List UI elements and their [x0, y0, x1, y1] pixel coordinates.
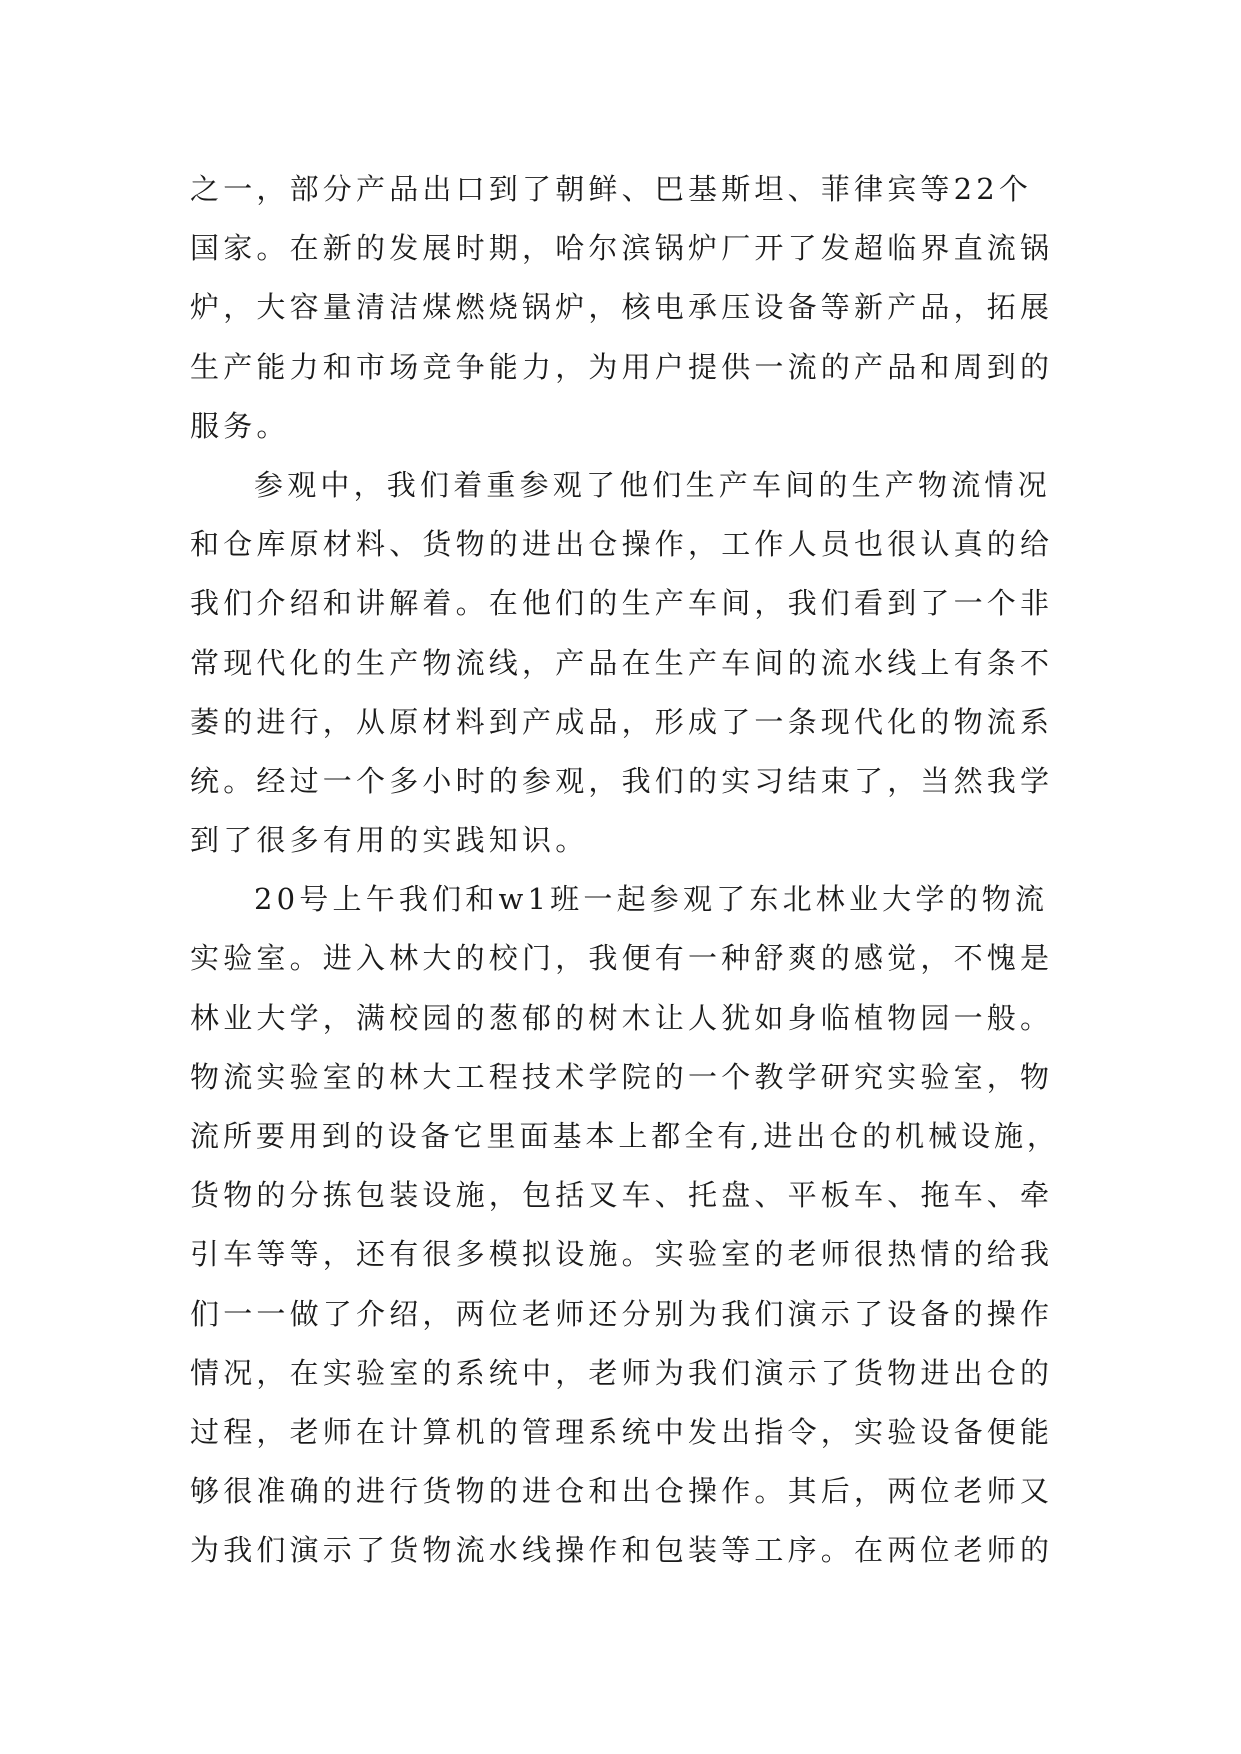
paragraph-first-line: 20号上午我们和w1班一起参观了东北林业大学的物流: [254, 882, 1049, 917]
text-line: 过程，老师在计算机的管理系统中发出指令，实验设备便能: [190, 1414, 1054, 1449]
text-line: 够很准确的进行货物的进仓和出仓操作。其后，两位老师又: [190, 1474, 1054, 1509]
text-line: 情况，在实验室的系统中，老师为我们演示了货物进出仓的: [190, 1355, 1054, 1390]
text-line: 之一，部分产品出口到了朝鲜、巴基斯坦、菲律宾等22个: [190, 172, 1033, 206]
text-line: 引车等等，还有很多模拟设施。实验室的老师很热情的给我: [190, 1237, 1054, 1272]
text-line: 和仓库原材料、货物的进出仓操作，工作人员也很认真的给: [190, 527, 1054, 562]
text-line: 为我们演示了货物流水线操作和包装等工序。在两位老师的: [190, 1533, 1054, 1568]
text-line: 到了很多有用的实践知识。: [190, 823, 589, 858]
text-line: 统。经过一个多小时的参观，我们的实习结束了，当然我学: [190, 763, 1054, 798]
text-line: 常现代化的生产物流线，产品在生产车间的流水线上有条不: [190, 645, 1054, 680]
text-line: 货物的分拣包装设施，包括叉车、托盘、平板车、拖车、牵: [190, 1178, 1054, 1213]
text-line: 物流实验室的林大工程技术学院的一个教学研究实验室，物: [190, 1059, 1054, 1094]
text-line: 流所要用到的设备它里面基本上都全有,进出仓的机械设施，: [190, 1119, 1060, 1153]
body-text: [190, 160, 1060, 1581]
text-line: 服务。: [190, 408, 290, 443]
text-line: 实验室。进入林大的校门，我便有一种舒爽的感觉，不愧是: [190, 941, 1054, 976]
text-line: 们一一做了介绍，两位老师还分别为我们演示了设备的操作: [190, 1296, 1054, 1331]
text-line: 我们介绍和讲解着。在他们的生产车间，我们看到了一个非: [190, 586, 1054, 621]
text-line: 炉，大容量清洁煤燃烧锅炉，核电承压设备等新产品，拓展: [190, 290, 1054, 325]
text-line: 林业大学，满校园的葱郁的树木让人犹如身临植物园一般。: [190, 1000, 1054, 1035]
text-line: 生产能力和市场竞争能力，为用户提供一流的产品和周到的: [190, 349, 1054, 384]
text-line: 国家。在新的发展时期，哈尔滨锅炉厂开了发超临界直流锅: [190, 231, 1054, 266]
text-line: 萎的进行，从原材料到产成品，形成了一条现代化的物流系: [190, 704, 1054, 739]
paragraph-first-line: 参观中，我们着重参观了他们生产车间的生产物流情况: [254, 467, 1051, 502]
